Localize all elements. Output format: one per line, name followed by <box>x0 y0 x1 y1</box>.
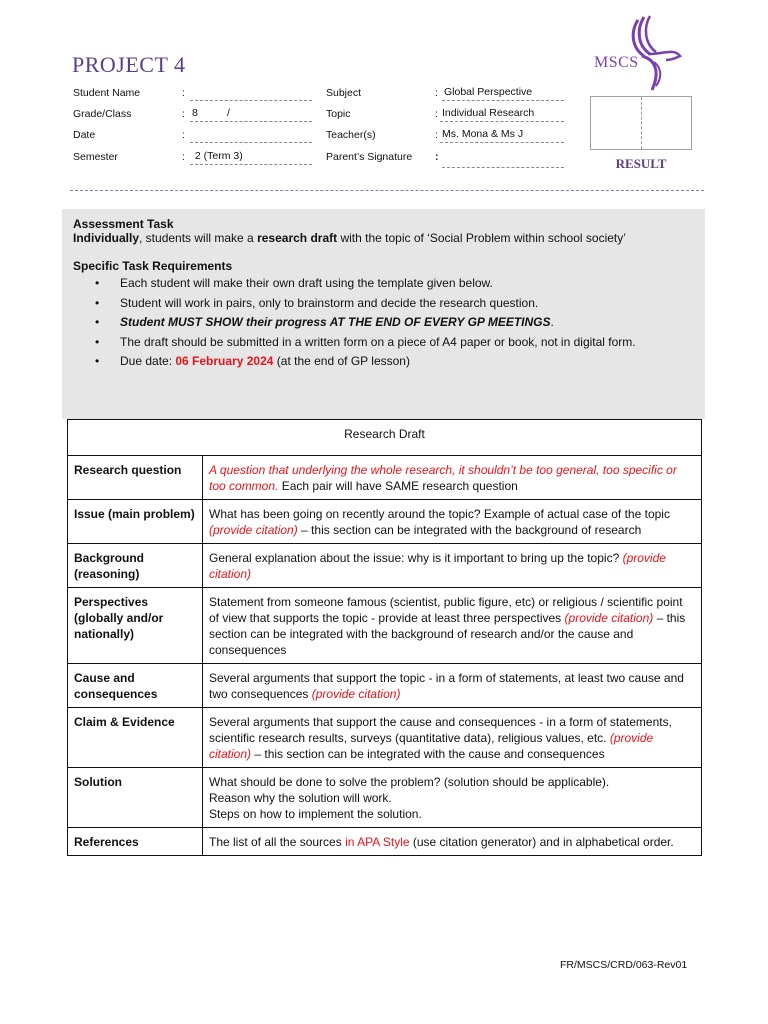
header-separator <box>70 190 704 191</box>
topic-label: Topic <box>326 108 351 120</box>
student-name-label: Student Name <box>73 87 141 99</box>
research-draft-table <box>67 419 702 856</box>
row-value: General explanation about the issue: why is it important to bring up the topic? (provide citation) <box>203 544 702 588</box>
row-key: Cause and consequences <box>68 664 203 708</box>
due-date: 06 February 2024 <box>175 354 274 368</box>
row-key: Issue (main problem) <box>68 500 203 544</box>
subject-label: Subject <box>326 87 362 99</box>
parent-signature-field[interactable] <box>442 153 564 168</box>
list-item: • The draft should be submitted in a written form on a piece of A4 paper or book, not in digital form. <box>120 333 694 353</box>
row-value: Several arguments that support the cause and consequences - in a form of statements, scientific research results, surveys (quantitative data), religious values, etc. (provide citation) – this section can be integrated with the cause and consequences <box>203 708 702 768</box>
topic-field[interactable]: Individual Research <box>440 107 564 122</box>
row-value: Several arguments that support the topic - in a form of statements, at least two cause and two consequences (provide citation) <box>203 664 702 708</box>
grade-class-label: Grade/Class <box>73 108 132 120</box>
result-label: RESULT <box>615 156 667 171</box>
requirements-list <box>73 274 694 372</box>
table-header-row <box>68 420 702 456</box>
row-key: Perspectives (globally and/or nationally) <box>68 588 203 664</box>
table-row <box>68 664 702 708</box>
grade-class-field[interactable]: 8 / <box>190 107 312 122</box>
semester-label: Semester <box>73 151 118 163</box>
list-item: • Student MUST SHOW their progress AT THE END OF EVERY GP MEETINGS. <box>120 313 694 333</box>
assessment-intro: Individually, students will make a research draft with the topic of ‘Social Problem within school society’ <box>73 231 626 245</box>
assessment-task-panel <box>62 209 705 419</box>
table-row <box>68 708 702 768</box>
result-divider <box>641 97 642 149</box>
due-date-item: • Due date: 06 February 2024 (at the end of GP lesson) <box>120 352 694 372</box>
row-key: Claim & Evidence <box>68 708 203 768</box>
table-row <box>68 828 702 856</box>
row-value: Statement from someone famous (scientist, public figure, etc) or religious / scientific point of view that supports the topic - provide at least three perspectives (provide citation) – this section can be integrated with the background of research and/or the cause and consequences <box>203 588 702 664</box>
table-row <box>68 456 702 500</box>
assessment-heading: Assessment Task <box>73 217 174 231</box>
page-title: PROJECT 4 <box>72 52 186 77</box>
row-value: What has been going on recently around the topic? Example of actual case of the topic (provide citation) – this section can be integrated with the background of research <box>203 500 702 544</box>
semester-field[interactable]: 2 (Term 3) <box>190 150 312 165</box>
table-row <box>68 500 702 544</box>
school-logo <box>590 14 690 94</box>
row-key: Solution <box>68 768 203 828</box>
teachers-label: Teacher(s) <box>326 129 376 141</box>
date-label: Date <box>73 129 96 141</box>
list-item: • Student will work in pairs, only to brainstorm and decide the research question. <box>120 294 694 314</box>
row-value: The list of all the sources in APA Style (use citation generator) and in alphabetical order. <box>203 828 702 856</box>
document-code: FR/MSCS/CRD/063-Rev01 <box>560 959 688 971</box>
parent-signature-label: Parent’s Signature <box>326 151 413 163</box>
requirements-heading: Specific Task Requirements <box>73 259 233 273</box>
table-row <box>68 768 702 828</box>
row-value: What should be done to solve the problem? (solution should be applicable). Reason why the solution will work. Steps on how to implement the solution. <box>203 768 702 828</box>
row-key: Background (reasoning) <box>68 544 203 588</box>
row-key: Research question <box>68 456 203 500</box>
result-score-box[interactable] <box>590 96 692 150</box>
row-key: References <box>68 828 203 856</box>
student-name-field[interactable] <box>190 86 312 101</box>
table-row <box>68 588 702 664</box>
table-title: Research Draft <box>68 420 702 456</box>
date-field[interactable] <box>190 128 312 143</box>
table-row <box>68 544 702 588</box>
teachers-field[interactable]: Ms. Mona & Ms J <box>440 128 564 143</box>
logo-text: MSCS <box>594 54 639 71</box>
list-item: • Each student will make their own draft using the template given below. <box>120 274 694 294</box>
subject-field[interactable]: Global Perspective <box>442 86 564 101</box>
row-value: A question that underlying the whole research, it shouldn’t be too general, too specific or too common. Each pair will have SAME research question <box>203 456 702 500</box>
